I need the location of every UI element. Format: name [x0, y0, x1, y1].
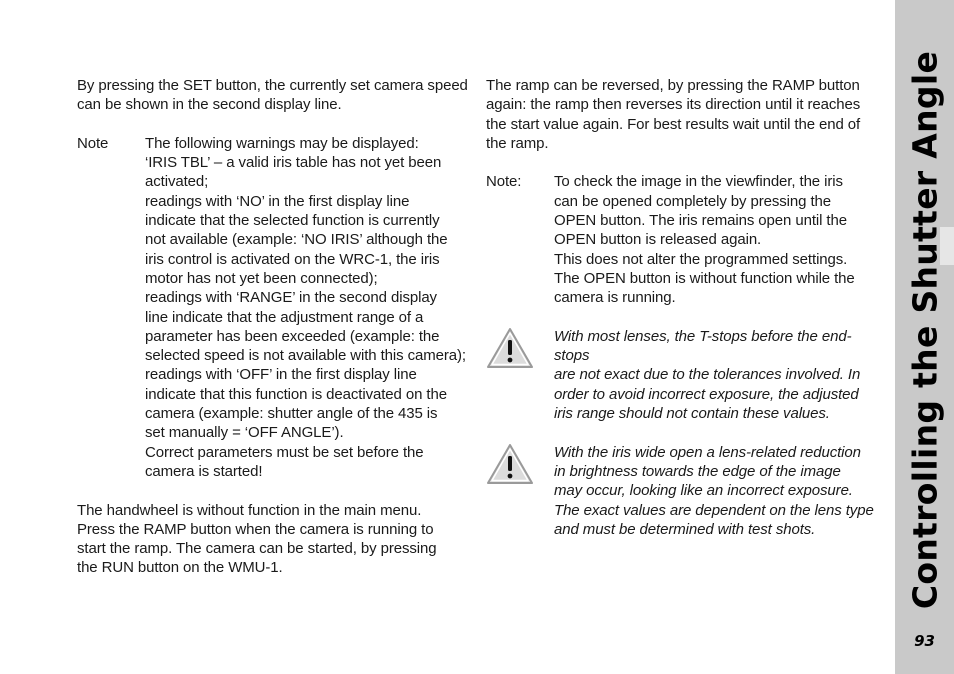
text-line: With most lenses, the T-stops before the end-stops	[554, 327, 852, 365]
text-line: The exact values are dependent on the lens type	[554, 501, 874, 519]
text-line: By pressing the SET button, the currently set camera speed	[77, 77, 468, 94]
text-line: again: the ramp then reverses its direction until it reaches	[486, 96, 861, 114]
text-line: may occur, looking like an incorrect exposure.	[554, 482, 853, 500]
text-line: indicate that this function is deactivated on the	[145, 385, 447, 403]
chapter-title: Controlling the Shutter Angle	[905, 50, 944, 610]
right-column	[486, 76, 886, 539]
text-line: readings with ‘RANGE’ in the second display	[145, 289, 437, 307]
warnings-note	[77, 134, 472, 481]
text-line: readings with ‘NO’ in the first display line	[145, 192, 410, 210]
warning-text	[554, 443, 886, 539]
text-line: iris control is activated on the WRC-1, the iris	[145, 250, 440, 268]
chapter-sidebar	[895, 0, 954, 674]
handwheel-paragraph	[77, 501, 472, 578]
text-line: motor has not yet been connected);	[145, 269, 378, 287]
text-line: This does not alter the programmed settings.	[554, 250, 848, 268]
text-line: order to avoid incorrect exposure, the adjusted	[554, 385, 859, 403]
text-line: readings with ‘OFF’ in the first display line	[145, 366, 417, 384]
viewfinder-note	[486, 172, 886, 307]
vignetting-warning	[486, 443, 886, 539]
text-line: camera is started!	[145, 462, 263, 480]
text-line: camera is running.	[554, 289, 676, 307]
text-line: iris range should not contain these values.	[554, 405, 830, 423]
text-line: can be opened completely by pressing the	[554, 192, 832, 210]
warning-triangle-icon	[486, 443, 554, 539]
text-line: start the ramp. The camera can be started, by pressing	[77, 540, 437, 558]
text-line: line indicate that the adjustment range of a	[145, 308, 424, 326]
text-line: in brightness towards the edge of the image	[554, 462, 841, 480]
page-number: 93	[914, 632, 935, 650]
text-line: The handwheel is without function in the main menu.	[77, 501, 422, 519]
text-line: parameter has been exceeded (example: the	[145, 327, 440, 345]
note-body	[145, 134, 472, 481]
text-line: can be shown in the second display line.	[77, 96, 342, 114]
text-line: The following warnings may be displayed:	[145, 134, 419, 152]
text-line: the start value again. For best results wait until the end of	[486, 115, 861, 133]
text-line: indicate that the selected function is currently	[145, 212, 440, 230]
note-label: Note:	[486, 173, 522, 191]
note-body	[554, 172, 886, 307]
text-line: OPEN button is released again.	[554, 231, 762, 249]
text-line: activated;	[145, 173, 209, 191]
text-line: are not exact due to the tolerances involved. In	[554, 366, 861, 384]
ramp-paragraph	[486, 76, 886, 153]
text-line: Correct parameters must be set before the	[145, 443, 424, 461]
text-line: ‘IRIS TBL’ – a valid iris table has not yet been	[145, 154, 442, 172]
text-line: With the iris wide open a lens-related reduction	[554, 443, 861, 461]
text-line: To check the image in the viewfinder, the iris	[554, 173, 843, 191]
text-line: The ramp can be reversed, by pressing the RAMP button	[486, 77, 860, 94]
t-stop-warning	[486, 327, 886, 423]
note-label: Note	[77, 134, 109, 152]
text-line: the RUN button on the WMU-1.	[77, 559, 283, 577]
text-line: The OPEN button is without function while the	[554, 269, 855, 287]
text-line: the ramp.	[486, 134, 549, 152]
set-button-paragraph	[77, 76, 472, 115]
text-line: Press the RAMP button when the camera is running to	[77, 520, 434, 538]
left-column	[77, 76, 472, 578]
text-line: selected speed is not available with this camera);	[145, 347, 467, 365]
text-line: set manually = ‘OFF ANGLE’).	[145, 424, 344, 442]
text-line: not available (example: ‘NO IRIS’ although the	[145, 231, 448, 249]
warning-triangle-icon	[486, 327, 554, 423]
text-line: and must be determined with test shots.	[554, 520, 816, 538]
text-line: OPEN button. The iris remains open until the	[554, 212, 847, 230]
warning-text	[554, 327, 886, 423]
text-line: camera (example: shutter angle of the 435 is	[145, 405, 438, 423]
